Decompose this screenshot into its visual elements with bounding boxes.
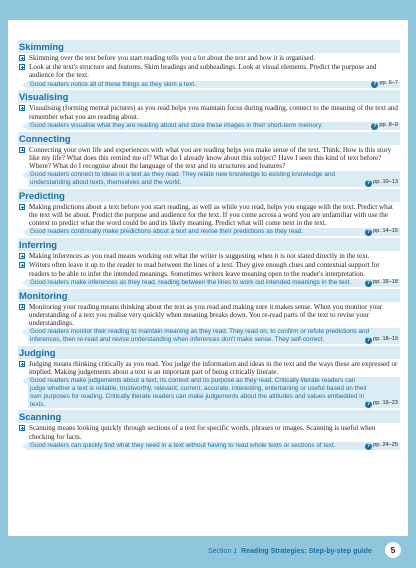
page-reference-text: pp. 18–19: [373, 335, 398, 342]
section-heading-bar: [18, 90, 400, 103]
question-circle-icon: ?: [366, 229, 371, 236]
page-number: 5: [384, 541, 402, 559]
plus-square-icon: [19, 204, 25, 210]
tip-pointer: [22, 279, 28, 287]
section-scanning: [18, 410, 400, 449]
page-reference: [365, 228, 398, 236]
question-circle-icon: ?: [373, 81, 377, 88]
terms-list: [18, 40, 400, 452]
plus-square-icon: [19, 253, 25, 259]
bullet-item: [18, 104, 400, 120]
page-reference-text: pp. 8–9: [379, 121, 398, 128]
good-readers-tip: [28, 442, 400, 450]
good-readers-tip: [28, 171, 400, 187]
page-reference: [365, 442, 398, 450]
bullet-item: [18, 252, 400, 260]
plus-square-icon: [19, 361, 25, 367]
bullet-item: [18, 261, 400, 277]
plus-square-icon: [19, 262, 25, 268]
footer: [208, 547, 372, 556]
footer-title: Reading Strategies: Step-by-step guide: [241, 548, 372, 555]
question-circle-icon: ?: [366, 336, 371, 343]
bullet-item: [18, 424, 400, 440]
page-reference: [365, 179, 398, 187]
plus-square-icon: [19, 105, 25, 111]
plus-square-icon: [19, 304, 25, 310]
tip-pointer: [22, 442, 28, 450]
section-heading: Inferring: [19, 239, 58, 251]
page-reference: [371, 122, 398, 130]
page-reference-text: pp. 10–13: [373, 178, 398, 185]
question-circle-icon: ?: [366, 279, 371, 286]
bullet-text: Scanning means looking quickly through sections of a text for specific words, phrases or images. Scanning is useful when checking for facts.: [29, 424, 376, 441]
plus-square-icon: [19, 147, 25, 153]
plus-square-icon: [19, 425, 25, 431]
question-circle-icon: ?: [366, 401, 371, 408]
bullet-text: Skimming over the text before you start reading tells you a lot about the text and how it is organised.: [29, 54, 315, 62]
bullet-item: [18, 146, 400, 171]
page-reference-text: pp. 24–25: [373, 441, 398, 448]
page-reference: [371, 80, 398, 88]
good-readers-tip: [28, 122, 400, 130]
bullet-text: Visualising (forming mental pictures) as you read helps you maintain focus during reading, connect to the meaning of the text and remember what you are reading about.: [29, 104, 398, 121]
page-reference-text: pp. 6–7: [379, 80, 398, 87]
section-heading: Predicting: [19, 189, 65, 201]
page-reference-text: pp. 16–18: [373, 278, 398, 285]
question-circle-icon: ?: [366, 442, 371, 449]
tip-text: Good readers make inferences as they read, reading between the lines to work out intended meanings in the text.: [30, 278, 352, 286]
bullet-text: Judging means thinking critically as you read. You judge the information and ideas in the text and the ways these are expressed or implied. Making judgements about a text is an important part of being critically literate.: [29, 359, 398, 377]
section-inferring: [18, 238, 400, 286]
plus-square-icon: [19, 55, 25, 61]
section-visualising: [18, 90, 400, 129]
question-circle-icon: ?: [366, 179, 371, 186]
footer-section: Section 1: [208, 548, 238, 555]
section-heading-bar: [18, 132, 400, 145]
tip-text: Good readers monitor their reading to maintain meaning as they read. They read on, to confirm or refute predictions and inferences, then re-read and revise understanding when inferences don't make sense. They self-correct.: [30, 328, 370, 344]
section-heading-bar: [18, 346, 400, 359]
tip-pointer: [22, 171, 28, 179]
tip-pointer: [22, 328, 28, 336]
section-heading: Scanning: [19, 411, 62, 423]
tip-pointer: [22, 122, 28, 130]
good-readers-tip: [28, 228, 400, 236]
section-heading-bar: [18, 410, 400, 423]
page-title: Terms used in the Step-by-step guide: [16, 22, 258, 37]
bullet-item: [18, 360, 400, 376]
bullet-text: Making predictions about a text before you start reading, as well as while you read, helps you engage with the text. Predict what the text will be about. Predict the purpose and audience for the text. If you come across a word you are unfamiliar with use the context to predict what the word could be and its likely meaning. Predict what will come next in the text.: [29, 202, 393, 228]
section-connecting: [18, 132, 400, 187]
tip-text: Good readers make judgements about a text, its context and its purpose as they read. Critically literate readers can judge whether a text is reliable, trustworthy, relevant, current, accurate, interesting, entertaining or useful based on their own purposes for reading. Critically literate readers can make judgements about the attitudes and values embedded in texts.: [30, 377, 367, 408]
bullet-item: [18, 303, 400, 328]
section-heading-bar: [18, 189, 400, 202]
tip-text: Good readers notice all of these things as they skim a text.: [30, 80, 196, 88]
bullet-text: Look at the text's structure and features. Skim headings and subheadings. Look at visual elements. Predict the purpose and audience for the text.: [29, 63, 377, 80]
plus-square-icon: [19, 64, 25, 70]
section-heading: Skimming: [19, 41, 64, 52]
page-reference: [365, 400, 398, 408]
page-reference: [365, 279, 398, 287]
bullet-text: Connecting your own life and experiences with what you are reading helps you make sense of the text. Think: How is this story like my life? What does this remind me of? What do I already know about this subject? Have I seen this kind of text before? Where? What do I recognise about the language of the text and its structures and features?: [29, 145, 392, 171]
good-readers-tip: [28, 328, 400, 344]
bullet-text: Making inferences as you read means working out what the writer is suggesting when it is not stated directly in the text.: [29, 252, 370, 261]
good-readers-tip: [28, 377, 400, 408]
good-readers-tip: [28, 279, 400, 287]
tip-text: Good readers continually make predictions about a text and revise their predictions as they read.: [30, 228, 304, 236]
bullet-text: Monitoring your reading means thinking about the text as you read and making sure it makes sense. When you monitor your understanding of a text you realise very quickly when meaning breaks down. You re-read parts of the text to revise your understandings.: [29, 302, 383, 328]
section-skimming: [18, 40, 400, 88]
tip-pointer: [22, 81, 28, 89]
section-heading-bar: [18, 289, 400, 302]
bullet-item: [18, 63, 400, 79]
good-readers-tip: [28, 81, 400, 89]
bullet-text: Writers often leave it up to the reader to read between the lines of a text. They give enough clues and contextual support for readers to be able to infer the intended meanings. Sometimes writers leave meaning open to the reader's interpretation.: [29, 261, 380, 278]
section-heading: Judging: [19, 346, 56, 358]
page-reference-text: pp. 14–15: [373, 228, 398, 235]
bullet-item: [18, 54, 400, 62]
section-predicting: [18, 189, 400, 236]
tip-text: Good readers visualise what they are reading about and store these images in their short-term memory.: [30, 121, 323, 129]
question-circle-icon: ?: [373, 122, 377, 129]
section-heading-bar: [18, 40, 400, 53]
bullet-item: [18, 203, 400, 228]
section-heading-bar: [18, 238, 400, 251]
section-heading: Monitoring: [19, 289, 68, 301]
page-reference: [365, 336, 398, 344]
page-reference-text: pp. 19–23: [373, 400, 398, 407]
tip-pointer: [22, 228, 28, 236]
section-monitoring: [18, 289, 400, 344]
tip-text: Good readers can quickly find what they need in a text without having to read whole texts or sections of text.: [30, 441, 336, 449]
section-heading: Visualising: [19, 91, 69, 103]
tip-text: Good readers connect to ideas in a text as they read. They relate new knowledge to existing knowledge and understanding about texts, themselves and the world.: [30, 171, 336, 187]
section-judging: [18, 346, 400, 409]
section-heading: Connecting: [19, 132, 71, 144]
tip-pointer: [22, 377, 28, 385]
